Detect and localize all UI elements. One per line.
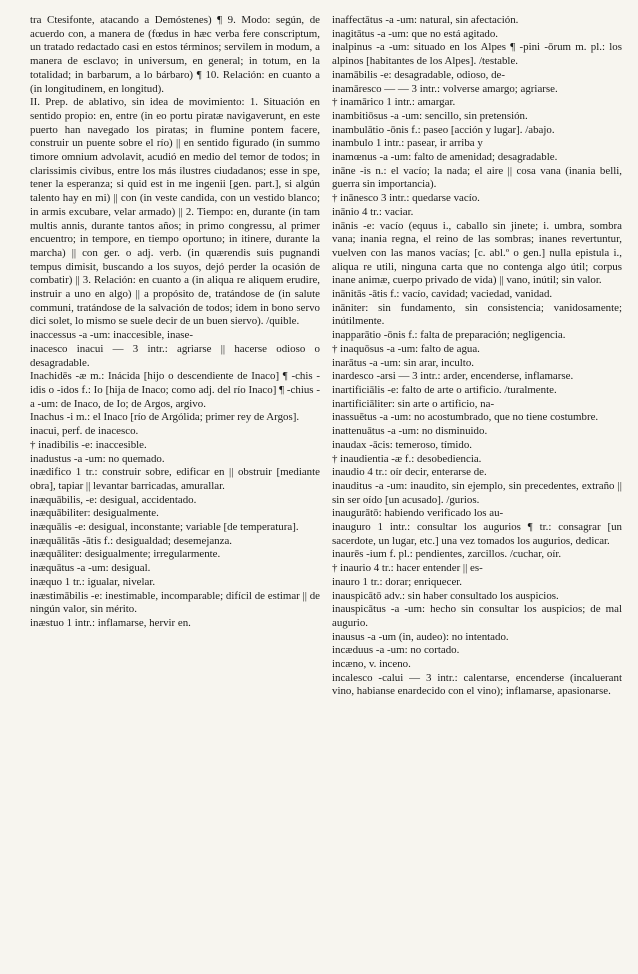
entry-text: inæquātus -a -um: desigual. bbox=[30, 562, 151, 575]
entry-text: Inachidēs -æ m.: Inácida [hijo o descendiente de Inaco] ¶ -chis -idis o -idos f.: Io [hija de Inaco; como adj. del río Inaco] ¶ -chius -a -um: de Inaco, de Io; de Argos, argivo. bbox=[30, 370, 320, 410]
entry-text: inadustus -a -um: no quemado. bbox=[30, 452, 165, 465]
entry-text: incalesco -calui — 3 intr.: calentarse, encenderse (incaluerant vino, habianse enardecido con el vino); inflamarse, apasionarse. bbox=[332, 671, 622, 698]
entry-text: inæstuo 1 intr.: inflamarse, hervir en. bbox=[30, 616, 191, 629]
entry-text: † inaudientia -æ f.: desobediencia. bbox=[332, 452, 482, 465]
entry-text: inæquo 1 tr.: igualar, nivelar. bbox=[30, 575, 156, 588]
entry-text: inacui, perf. de inacesco. bbox=[30, 425, 139, 438]
right-column bbox=[332, 14, 622, 962]
entry-text: inæquālitās -ātis f.: desigualdad; desemejanza. bbox=[30, 534, 233, 547]
entry-text: inæquāliter: desigualmente; irregularmente. bbox=[30, 548, 221, 561]
entry-text: inaudio 4 tr.: oír decir, enterarse de. bbox=[332, 466, 487, 479]
entry-text: inæquālis -e: desigual, inconstante; variable [de temperatura]. bbox=[30, 521, 299, 534]
entry-text: inæquābiliter: desigualmente. bbox=[30, 507, 159, 520]
entry-text: inattenuātus -a -um: no disminuido. bbox=[332, 425, 488, 438]
entry-text: inalpinus -a -um: situado en los Alpes ¶ -pini -ōrum m. pl.: los alpinos [habitantes de los Alpes]. /testable. bbox=[332, 41, 622, 68]
entry-text: inaccessus -a -um: inaccesible, inase- bbox=[30, 329, 193, 342]
entry-text: † inaurio 4 tr.: hacer entender || es- bbox=[332, 562, 483, 575]
entry-text: inardesco -arsi — 3 intr.: arder, encenderse, inflamarse. bbox=[332, 370, 574, 383]
entry-text: † inānesco 3 intr.: quedarse vacío. bbox=[332, 192, 480, 205]
left-column bbox=[30, 14, 320, 962]
entry-text: ināne -is n.: el vacío; la nada; el aire || cosa vana (inania belli, guerra sin importancia). bbox=[332, 164, 622, 191]
entry-text: tra Ctesifonte, atacando a Demóstenes) ¶ 9. Modo: según, de acuerdo con, a manera de (fœdus in hæc verba fere conscriptum, un tratado redactado casi en estos términos; servilem in modum, a manera de esclavo; in universum, en general; in totum, en la totalidad; in barbarum, a lo bárbaro) ¶ 10. Relación: en cuanto a (in longitudinem, en longitud). bbox=[30, 14, 320, 95]
entry-text: inartificiālis -e: falto de arte o artificio. /turalmente. bbox=[332, 383, 557, 396]
entry-text: inamāresco — — 3 intr.: volverse amargo; agriarse. bbox=[332, 82, 558, 95]
entry-text: † inamārico 1 intr.: amargar. bbox=[332, 96, 456, 109]
entry-text: inambulātio -ōnis f.: paseo [acción y lugar]. /abajo. bbox=[332, 123, 555, 136]
entry-text: inaugurātō: habiendo verificado los au- bbox=[332, 507, 504, 520]
entry-text: II. Prep. de ablativo, sin idea de movimiento: 1. Situación en sentido propio: en, entre (in eo portu piratæ navigaverunt, en este puerto han navegado los piratas; in flumine pontem facere, construir un puente sobre el río) || en sentido figurado (in summo timore omnium advolavit, acudió en medio del temor de todos; in clarissimis civibus, entre los más ilustres ciudadanos; esse in spe, tener la esperanza; si quid est in me ingenii [gen. part.], si algún talento hay en mi) || con (in veste candida, con un vestido blanco; in armis excubare, velar armado) || 2. Tiempo: en, durante (in tam multis annis, durante tantos años; in primo congressu, al primer encuentro; in tempore, en tiempo oportuno; in itinere, durante la marcha) || con ger. o adj. verb. (in quærendis suis pugnandi tempus dimisit, buscando a los suyos, dejó perder la ocasión de combatir) || 3. Relación: en cuanto a (in aliqua re aliquem erudire, instruir a uno en algo) || a propósito de, tratándose de (in salute communi, tratándose de la salvación de todos; idem in bono servo dici solet, lo mismo se suele decir de un buen siervo). /quible. bbox=[30, 96, 320, 328]
entry-text: inartificiāliter: sin arte o artificio, na- bbox=[332, 397, 495, 410]
entry-text: † inaquōsus -a -um: falto de agua. bbox=[332, 342, 480, 355]
entry-text: inaudax -ācis: temeroso, tímido. bbox=[332, 438, 473, 451]
entry-text: incæduus -a -um: no cortado. bbox=[332, 644, 460, 657]
entry-text: † inadibilis -e: inaccesible. bbox=[30, 438, 147, 451]
entry-text: inarātus -a -um: sin arar, inculto. bbox=[332, 356, 475, 369]
entry-text: inānio 4 tr.: vaciar. bbox=[332, 205, 414, 218]
entry-text: inauspicātus -a -um: hecho sin consultar los auspicios; de mal augurio. bbox=[332, 603, 622, 629]
entry-text: inauditus -a -um: inaudito, sin ejemplo, sin precedentes, extraño || sin ser oído [un acusado]. /gurios. bbox=[332, 479, 622, 506]
entry-text: inamœnus -a -um: falto de amenidad; desagradable. bbox=[332, 151, 558, 164]
entry-text: incæno, v. inceno. bbox=[332, 658, 411, 671]
entry-text: inānitās -ātis f.: vacío, cavidad; vaciedad, vanidad. bbox=[332, 288, 553, 301]
entry-text: inæstimābilis -e: inestimable, incomparable; difícil de estimar || de ningún valor, sin mérito. bbox=[30, 589, 320, 616]
entry-text: inauguro 1 intr.: consultar los augurios ¶ tr.: consagrar [un sacerdote, un lugar, etc.] una vez tomados los augurios, dedicar. bbox=[332, 521, 622, 547]
entry-text: inambulo 1 intr.: pasear, ir arriba y bbox=[332, 137, 483, 150]
entry-text: inānis -e: vacío (equus i., caballo sin jinete; i. umbra, sombra vana; inania regna, el reino de las sombras; inanes revertuntur, vuelven con las manos vacías; [c. abl.º o gen.] nulla epistula i., aliqua re utili, ninguna carta que no contenga algo útil; corpus inane animæ, cuerpo privado de vida) || vano, inútil; sin valor. bbox=[332, 219, 622, 287]
entry-text: inausus -a -um (in, audeo): no intentado. bbox=[332, 630, 509, 643]
entry-text: inassuētus -a -um: no acostumbrado, que no tiene costumbre. bbox=[332, 411, 599, 424]
entry-text: inæquābilis, -e: desigual, accidentado. bbox=[30, 493, 197, 506]
entry-text: inagitātus -a -um: que no está agitado. bbox=[332, 27, 499, 40]
entry-text: inauro 1 tr.: dorar; enriquecer. bbox=[332, 575, 463, 588]
entry-text: Inachus -i m.: el Inaco [río de Argólida; primer rey de Argos]. bbox=[30, 411, 300, 424]
entry-text: inædifico 1 tr.: construir sobre, edificar en || obstruir [mediante obra], tapiar || levantar barricadas, amurallar. bbox=[30, 466, 320, 492]
entry-text: inamābilis -e: desagradable, odioso, de- bbox=[332, 68, 505, 81]
entry-text: inaffectātus -a -um: natural, sin afectación. bbox=[332, 14, 519, 26]
entry-text: inapparātio -ōnis f.: falta de preparación; negligencia. bbox=[332, 329, 566, 342]
entry-text: inacesco inacui — 3 intr.: agriarse || hacerse odioso o desagradable. bbox=[30, 342, 320, 369]
entry-text: ināniter: sin fundamento, sin consistencia; vanidosamente; inútilmente. bbox=[332, 301, 622, 328]
entry-text: inaurēs -ium f. pl.: pendientes, zarcillos. /cuchar, oír. bbox=[332, 548, 562, 561]
entry-text: inambitiōsus -a -um: sencillo, sin pretensión. bbox=[332, 109, 528, 122]
entry-text: inauspicātō adv.: sin haber consultado los auspicios. bbox=[332, 589, 559, 602]
